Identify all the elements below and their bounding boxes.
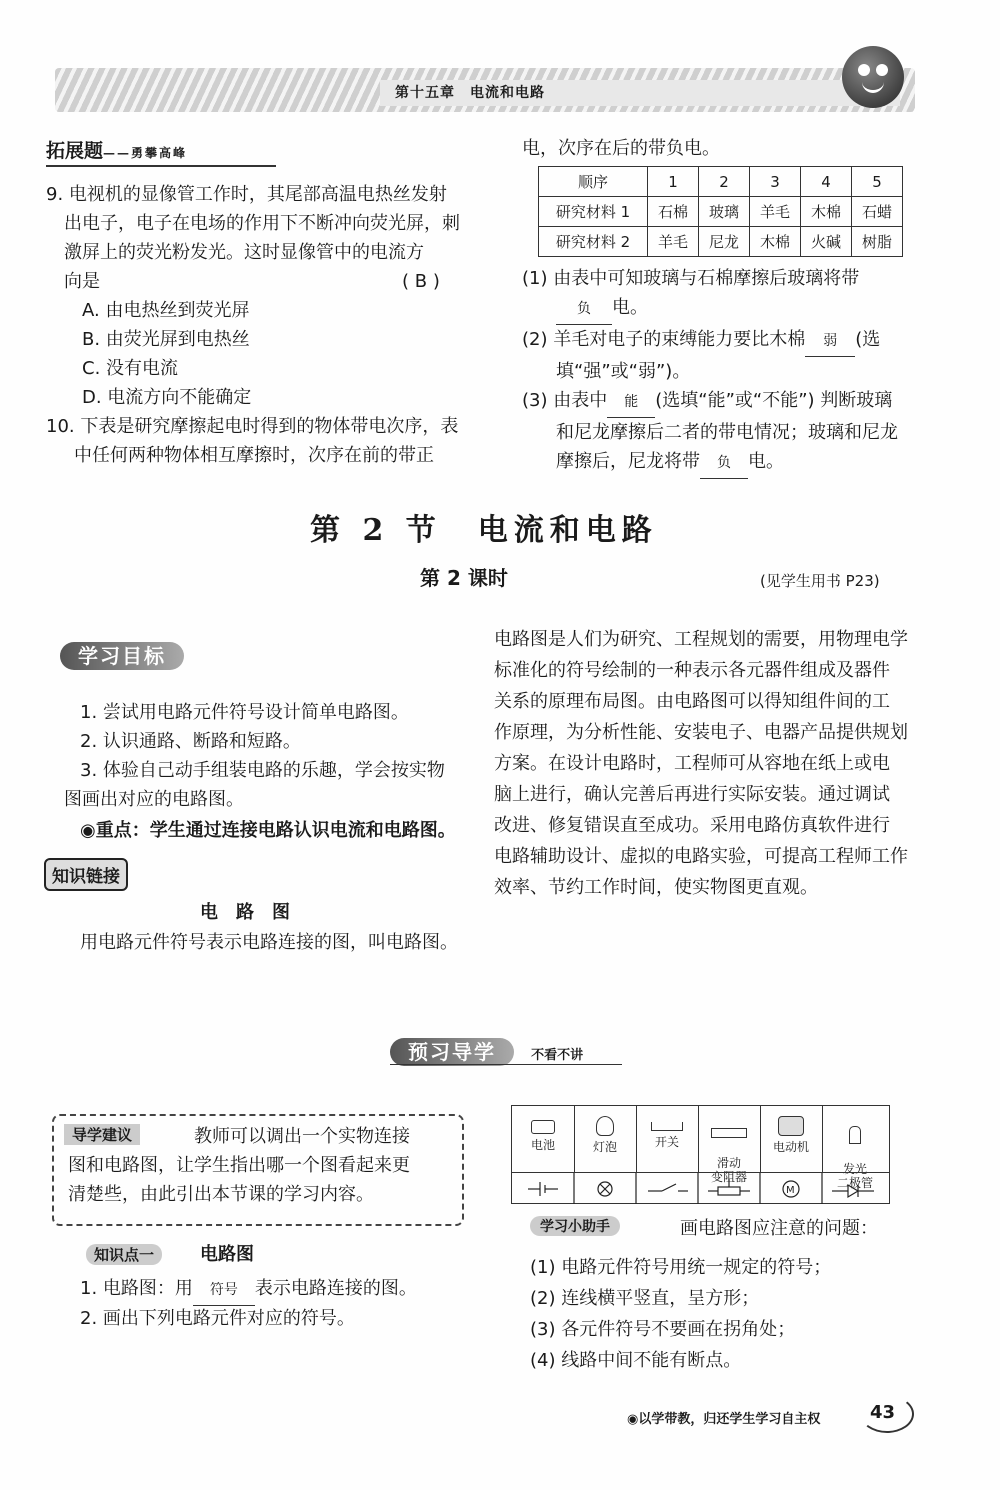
- table-cell: 玻璃: [699, 197, 750, 227]
- goals-badge: [60, 640, 184, 669]
- q10-line: 10. 下表是研究摩擦起电时得到的物体带电次序，表: [46, 416, 459, 437]
- bulb-icon: [596, 1116, 614, 1136]
- kp1-answer: 符号: [193, 1276, 255, 1306]
- q10-line: 中任何两种物体相互摩擦时，次序在前的带正: [74, 445, 434, 466]
- table-cell: 尼龙: [699, 227, 750, 257]
- component-cell-battery: [512, 1106, 575, 1172]
- table-cell: 研究材料 1: [539, 197, 648, 227]
- goal-item: 图画出对应的电路图。: [64, 789, 244, 810]
- kp1-text-end: 表示电路连接的图。: [254, 1278, 417, 1299]
- rheostat-symbol: [708, 1179, 750, 1195]
- table-cell: 羊毛: [750, 197, 801, 227]
- paragraph-line: 脑上进行，确认完善后再进行实际安装。通过调试: [494, 784, 890, 805]
- table-cell: 火碱: [801, 227, 852, 257]
- preview-badge: [390, 1036, 583, 1065]
- goals-focus: ◉重点：学生通过连接电路认识电流和电路图。: [80, 820, 456, 841]
- preview-badge-label: 预习导学: [390, 1038, 514, 1066]
- circuit-diagram-paragraph: [494, 624, 914, 903]
- extension-heading: [46, 136, 187, 163]
- symbol-row: [512, 1172, 889, 1204]
- table-cell: 木棉: [801, 197, 852, 227]
- helper-title: 画电路图应注意的问题：: [680, 1218, 878, 1239]
- component-cell-bulb: [574, 1106, 637, 1172]
- lesson-title: 第 2 课时: [420, 566, 508, 590]
- table-cell: 3: [750, 167, 801, 197]
- preview-underline: [390, 1064, 622, 1065]
- friction-table: [538, 166, 903, 257]
- knowledge-badge: 知识链接: [44, 858, 128, 891]
- paragraph-line: 关系的原理布局图。由电路图可以得知组件间的工: [494, 691, 890, 712]
- question-9: [46, 180, 460, 412]
- circuit-symbols: [512, 1173, 889, 1204]
- section-title: 第 2 节 电流和电路: [310, 513, 658, 548]
- q9-line: 激屏上的荧光粉发光。这时显像管中的电流方: [64, 242, 424, 263]
- q10-p2-end: (选: [855, 329, 881, 350]
- battery-symbol: [528, 1182, 558, 1196]
- q10-parts: [522, 264, 922, 479]
- q9-option-d: D. 电流方向不能确定: [82, 387, 252, 408]
- guide-tag: 导学建议: [64, 1124, 140, 1145]
- helper-list: [530, 1252, 831, 1376]
- footer-slogan: ◉以学带教，归还学生学习自主权: [627, 1412, 821, 1427]
- guide-line: 清楚些，由此引出本节课的学习内容。: [68, 1184, 374, 1205]
- bulb-symbol: [598, 1182, 612, 1196]
- component-label: 开关: [654, 1135, 679, 1149]
- q9-option-b: B. 由荧光屏到电热丝: [82, 329, 250, 350]
- motor-icon: [778, 1116, 804, 1136]
- q10-p2-answer: 弱: [805, 327, 855, 357]
- q10-p3-text2: (选填“能”或“不能”) 判断玻璃: [655, 390, 893, 411]
- q9-option-c: C. 没有电流: [82, 358, 179, 379]
- preview-sub: 不看不讲: [531, 1048, 584, 1063]
- q9-answer: ( B ): [402, 271, 440, 292]
- table-row: [539, 227, 903, 257]
- kp1-line1: [80, 1274, 417, 1306]
- component-label: 发光 二极管: [836, 1162, 873, 1190]
- knowledge-heading: 电 路 图: [200, 902, 290, 923]
- goal-item: 3. 体验自己动手组装电路的乐趣，学会按实物: [80, 760, 445, 781]
- component-cell-switch: [636, 1106, 699, 1172]
- paragraph-line: 作原理，为分析性能、安装电子、电器产品提供规划: [494, 722, 908, 743]
- page-number: 43: [870, 1402, 896, 1423]
- battery-icon: [531, 1120, 555, 1134]
- svg-text:M: M: [786, 1185, 795, 1196]
- book-reference: (见学生用书 P23): [760, 572, 880, 590]
- kp1-tag: 知识点一: [86, 1244, 162, 1265]
- table-cell: 树脂: [852, 227, 903, 257]
- q10-p3-text: (3) 由表中: [522, 390, 608, 411]
- q10-p3-answer: 能: [607, 388, 655, 418]
- extension-title: 拓展题: [46, 140, 104, 162]
- paragraph-line: 电路辅助设计、虚拟的电路实验，可提高工程师工作: [494, 846, 908, 867]
- component-label: 灯泡: [592, 1140, 617, 1154]
- table-cell: 木棉: [750, 227, 801, 257]
- guide-line: 教师可以调出一个实物连接: [194, 1126, 410, 1147]
- component-symbol-table: [511, 1105, 890, 1204]
- helper-item: (3) 各元件符号不要画在拐角处；: [530, 1319, 796, 1340]
- motor-symbol: [783, 1181, 799, 1197]
- extension-underline: [46, 165, 276, 167]
- table-cell: 石蜡: [852, 197, 903, 227]
- q10-p1-answer: 负: [556, 295, 612, 325]
- table-cell: 4: [801, 167, 852, 197]
- q9-line: 向是: [64, 271, 100, 292]
- table-cell: 研究材料 2: [539, 227, 648, 257]
- component-label: 滑动 变阻器: [710, 1156, 747, 1184]
- component-label: 电池: [530, 1138, 555, 1152]
- helper-item: (4) 线路中间不能有断点。: [530, 1350, 742, 1371]
- goals-list: [64, 698, 474, 845]
- goal-item: 1. 尝试用电路元件符号设计简单电路图。: [80, 702, 409, 723]
- paragraph-line: 电路图是人们为研究、工程规划的需要，用物理电学: [494, 629, 908, 650]
- q10-p2-hint: 填“强”或“弱”)。: [556, 361, 691, 382]
- led-symbol: [832, 1185, 874, 1197]
- component-cell-motor: [760, 1106, 823, 1172]
- paragraph-line: 标准化的符号绘制的一种表示各元器件组成及器件: [494, 660, 890, 681]
- q10-p3-line2: 摩擦后，尼龙将带: [556, 451, 700, 472]
- q9-option-a: A. 由电热丝到荧光屏: [82, 300, 250, 321]
- extension-subtitle: ——勇攀高峰: [103, 146, 188, 160]
- guide-line: 图和电路图，让学生指出哪一个图看起来更: [68, 1155, 410, 1176]
- kp1-text: 1. 电路图：用: [80, 1278, 193, 1299]
- table-row: [539, 197, 903, 227]
- kp1-line2: 2. 画出下列电路元件对应的符号。: [80, 1308, 355, 1329]
- q10-p3-line: 和尼龙摩擦后二者的带电情况；玻璃和尼龙: [556, 422, 898, 443]
- knowledge-text: 用电路元件符号表示电路连接的图，叫电路图。: [80, 932, 458, 953]
- table-cell: 顺序: [539, 167, 648, 197]
- kp1-title: 电路图: [200, 1244, 254, 1265]
- q10-p3-end: 电。: [748, 451, 784, 472]
- question-10: [46, 412, 458, 470]
- guide-text: [68, 1122, 458, 1209]
- q10-p3-answer2: 负: [700, 449, 748, 479]
- table-cell: 5: [852, 167, 903, 197]
- helper-item: (1) 电路元件符号用统一规定的符号；: [530, 1257, 832, 1278]
- paragraph-line: 效率、节约工作时间，使实物图更直观。: [494, 877, 818, 898]
- switch-symbol: [648, 1184, 688, 1191]
- q9-line: 出电子，电子在电场的作用下不断冲向荧光屏，刺: [64, 213, 460, 234]
- chapter-title: 第十五章 电流和电路: [395, 85, 545, 101]
- table-row: [539, 167, 903, 197]
- paragraph-line: 方案。在设计电路时，工程师可从容地在纸上或电: [494, 753, 890, 774]
- led-icon: [849, 1126, 861, 1144]
- q10-p1-text: (1) 由表中可知玻璃与石棉摩擦后玻璃将带: [522, 268, 860, 289]
- table-cell: 2: [699, 167, 750, 197]
- component-cell-led: [822, 1106, 888, 1190]
- table-cell: 石棉: [648, 197, 699, 227]
- rheostat-icon: [711, 1128, 747, 1138]
- q10-p1-end: 电。: [612, 297, 648, 318]
- q10-continued: 电，次序在后的带负电。: [522, 138, 720, 159]
- table-cell: 1: [648, 167, 699, 197]
- q10-p2-text: (2) 羊毛对电子的束缚能力要比木棉: [522, 329, 806, 350]
- table-cell: 羊毛: [648, 227, 699, 257]
- q9-line: 9. 电视机的显像管工作时，其尾部高温电热丝发射: [46, 184, 447, 205]
- paragraph-line: 改进、修复错误直至成功。采用电路仿真软件进行: [494, 815, 890, 836]
- component-cell-rheostat: [698, 1106, 761, 1184]
- mascot-icon: [842, 46, 904, 108]
- component-label: 电动机: [772, 1140, 809, 1154]
- goal-item: 2. 认识通路、断路和短路。: [80, 731, 301, 752]
- helper-item: (2) 连线横平竖直，呈方形；: [530, 1288, 760, 1309]
- switch-icon: [651, 1122, 683, 1131]
- goals-badge-label: 学习目标: [60, 642, 184, 670]
- helper-tag: 学习小助手: [530, 1216, 620, 1236]
